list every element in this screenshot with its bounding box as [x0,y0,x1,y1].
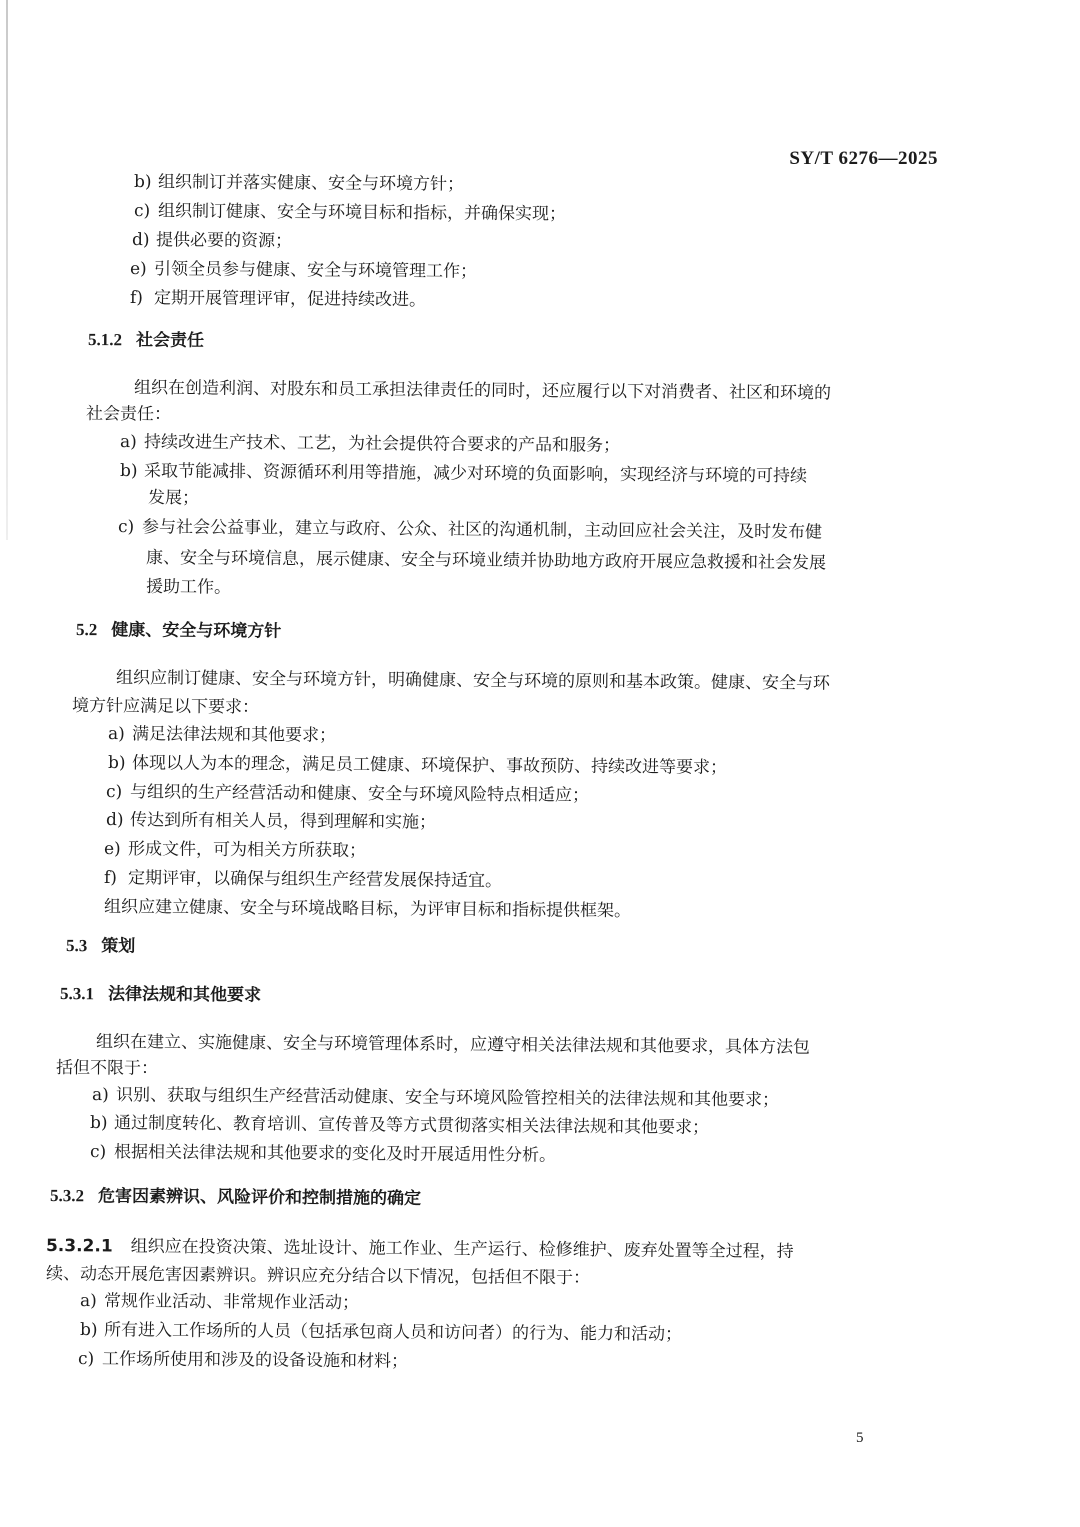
item-text: 体现以人为本的理念，满足员工健康、环境保护、事故预防、持续改进等要求； [131,753,728,778]
section-title: 法律法规和其他要求 [107,984,262,1006]
item-marker: e) [103,839,121,860]
item-text: 组织制订健康、安全与环境目标和指标，并确保实现； [157,201,567,225]
item-marker: b) [89,1113,108,1134]
paragraph-line: 括但不限于： [55,1058,159,1079]
page-number: 5 [856,1430,864,1446]
item-continuation: 援助工作。 [145,577,232,598]
section-title: 策划 [101,936,136,957]
item-marker: c) [133,201,151,222]
item-marker: b) [79,1320,98,1341]
item-marker: c) [89,1142,107,1163]
item-continuation: 康、安全与环境信息，展示健康、安全与环境业绩并协助地方政府开展应急救援和社会发展 [145,548,827,574]
paragraph-line: 组织在建立、实施健康、安全与环境管理体系时，应遵守相关法律法规和其他要求，具体方法包 [95,1032,811,1058]
item-marker: e) [129,259,147,280]
item-text: 常规作业活动、非常规作业活动； [103,1291,360,1314]
item-marker: a) [107,724,125,745]
item-marker: d) [131,230,150,251]
section-number: 5.3 [65,936,88,956]
item-continuation: 发展； [147,488,200,509]
list-item [134,199,566,226]
section-heading-5-1-2 [88,328,204,353]
item-text: 所有进入工作场所的人员（包括承包商人员和访问者）的行为、能力和活动； [103,1320,683,1345]
item-marker: b) [119,461,138,482]
section-number: 5.3.2 [49,1186,85,1206]
item-text: 形成文件，可为相关方所获取； [127,839,367,862]
item-marker: a) [79,1291,97,1312]
item-marker: a) [119,432,137,453]
section-heading-5-3 [66,934,135,959]
item-text: 通过制度转化、教育培训、宣传普及等方式贯彻落实相关法律法规和其他要求； [113,1113,710,1138]
section-number: 5.2 [75,620,98,640]
section-number: 5.3.1 [59,984,95,1004]
section-title: 社会责任 [135,330,205,351]
clause-5-3-2-1-first-line [46,1234,794,1264]
clause-number: 5.3.2.1 [45,1236,113,1257]
section-heading-5-3-1 [60,982,261,1008]
list-item [120,459,807,488]
list-item [104,837,366,863]
item-marker: b) [107,753,126,774]
list-item [108,722,336,748]
item-marker: f) [129,288,144,309]
paragraph-line: 组织应制订健康、安全与环境方针，明确健康、安全与环境的原则和基本政策。健康、安全与环 [115,668,831,694]
list-item [90,1111,709,1140]
list-item [78,1347,408,1374]
item-marker: a) [91,1085,109,1106]
item-text: 提供必要的资源； [155,230,293,252]
item-text: 工作场所使用和涉及的设备设施和材料； [101,1349,409,1372]
list-item [106,808,436,835]
item-text: 定期评审，以确保与组织生产经营发展保持适宜。 [127,868,503,892]
list-item [106,780,589,808]
item-text: 识别、获取与组织生产经营活动健康、安全与环境风险管控相关的法律法规和其他要求； [115,1085,780,1111]
list-item [132,228,292,253]
section-number: 5.1.2 [87,330,123,350]
list-item [92,1083,779,1112]
scan-edge-shadow [6,0,8,540]
item-marker: c) [117,517,135,538]
list-item [130,286,426,312]
list-item [90,1140,556,1168]
list-item [104,866,502,893]
paragraph-line: 境方针应满足以下要求： [71,696,260,718]
item-marker: f) [103,868,118,889]
item-text: 根据相关法律法规和其他要求的变化及时开展适用性分析。 [113,1142,557,1166]
item-text: 持续改进生产技术、工艺，为社会提供符合要求的产品和服务； [143,432,621,456]
paragraph-line: 续、动态开展危害因素辨识。辨识应充分结合以下情况，包括但不限于： [45,1264,591,1289]
item-text: 满足法律法规和其他要求； [131,724,337,746]
clause-text: 组织应在投资决策、选址设计、施工作业、生产运行、检修维护、废弃处置等全过程，持 [130,1236,794,1262]
list-item [108,751,727,780]
item-marker: c) [77,1349,95,1370]
item-text: 传达到所有相关人员，得到理解和实施； [129,810,437,833]
item-text: 采取节能减排、资源循环利用等措施，减少对环境的负面影响，实现经济与环境的可持续 [143,461,808,487]
item-text: 组织制订并落实健康、安全与环境方针； [157,172,465,195]
list-item [130,257,477,284]
section-title: 健康、安全与环境方针 [111,620,282,642]
list-item [120,430,620,458]
item-text: 与组织的生产经营活动和健康、安全与环境风险特点相适应； [129,782,590,806]
list-item [118,515,822,545]
paragraph-line: 组织应建立健康、安全与环境战略目标，为评审目标和指标提供框架。 [103,897,632,922]
section-heading-5-2 [76,618,281,644]
list-item [80,1289,359,1315]
item-text: 参与社会公益事业，建立与政府、公众、社区的沟通机制，主动回应社会关注，及时发布健 [141,517,823,543]
item-text: 引领全员参与健康、安全与环境管理工作； [153,259,478,282]
item-marker: c) [105,782,123,803]
item-text: 定期开展管理评审，促进持续改进。 [153,288,427,311]
item-marker: b) [133,172,152,193]
list-item [80,1318,682,1347]
paragraph-line: 社会责任： [85,404,172,425]
section-heading-5-3-2 [50,1184,421,1211]
document-number: SY/T 6276—2025 [789,148,938,169]
list-item [134,170,464,197]
item-marker: d) [105,810,124,831]
section-title: 危害因素辨识、风险评价和控制措施的确定 [97,1186,422,1209]
paragraph-line: 组织在创造利润、对股东和员工承担法律责任的同时，还应履行以下对消费者、社区和环境的 [133,378,832,404]
